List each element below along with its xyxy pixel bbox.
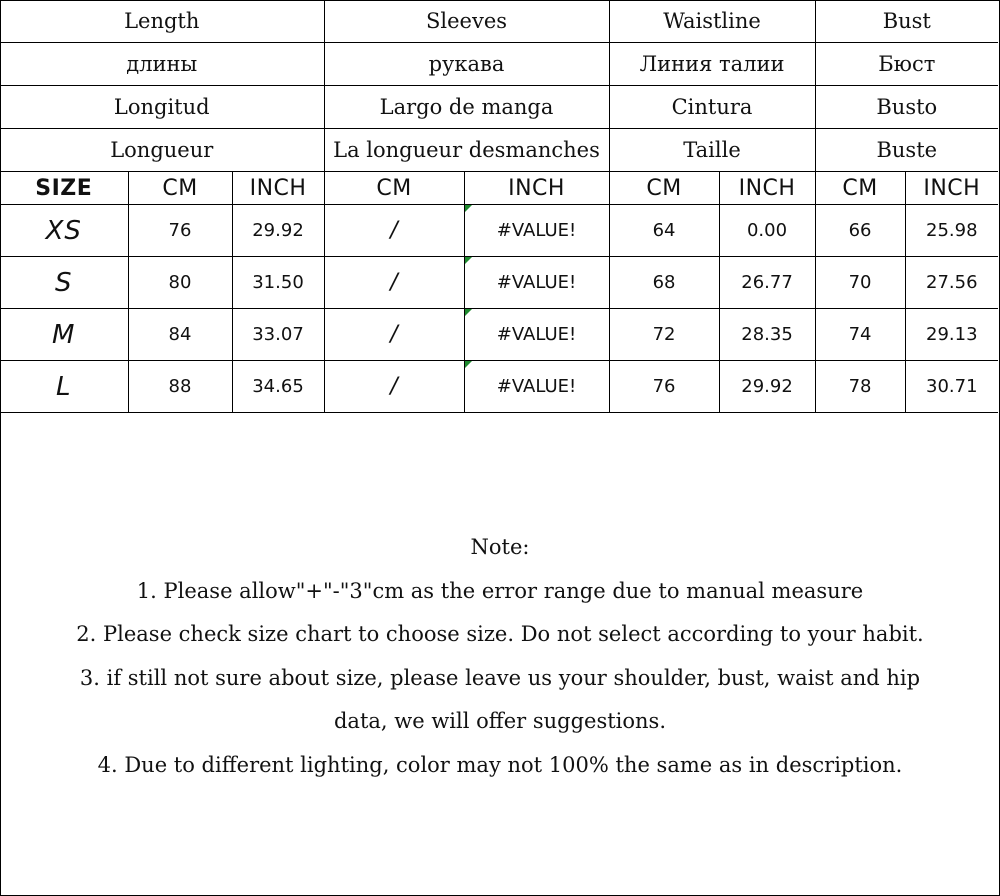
bust-header-es: Busto [815, 86, 998, 129]
waistline-inch-cell: 28.35 [719, 309, 815, 361]
bust-inch-cell: 29.13 [905, 309, 998, 361]
note-line: 2. Please check size chart to choose size. Do not select according to your habit. [76, 622, 924, 646]
waistline-header-ru: Линия талии [609, 43, 815, 86]
sleeves-inch-header: INCH [464, 172, 609, 205]
sleeves-header-fr: La longueur desmanches [324, 129, 609, 172]
bust-header: Bust [815, 0, 998, 43]
notes-section [0, 526, 1000, 787]
sleeves-header-es: Largo de manga [324, 86, 609, 129]
length-header-ru: длины [0, 43, 324, 86]
header-row-russian [0, 43, 998, 86]
size-label: L [0, 361, 128, 413]
size-label: XS [0, 205, 128, 257]
sleeves-cm-cell: / [324, 257, 464, 309]
bust-inch-cell: 27.56 [905, 257, 998, 309]
size-column-header: SIZE [0, 172, 128, 205]
bust-inch-cell: 30.71 [905, 361, 998, 413]
error-flag-icon [465, 361, 472, 368]
header-row-english [0, 0, 998, 43]
length-header-es: Longitud [0, 86, 324, 129]
cell-value: #VALUE! [496, 376, 577, 397]
waistline-inch-header: INCH [719, 172, 815, 205]
note-line: 1. Please allow"+"-"3"cm as the error range due to manual measure [136, 578, 864, 603]
sleeves-cm-cell: / [324, 309, 464, 361]
bust-cm-cell: 74 [815, 309, 905, 361]
sleeves-cm-cell: / [324, 205, 464, 257]
length-inch-header: INCH [232, 172, 324, 205]
waistline-header-fr: Taille [609, 129, 815, 172]
sleeves-cm-header: CM [324, 172, 464, 205]
waistline-inch-cell: 0.00 [719, 205, 815, 257]
sleeves-cm-cell: / [324, 361, 464, 413]
length-inch-cell: 34.65 [232, 361, 324, 413]
bust-header-fr: Buste [815, 129, 998, 172]
table-row [0, 361, 998, 413]
sleeves-inch-cell [464, 257, 609, 309]
notes-title: Note: [470, 535, 530, 559]
length-inch-cell: 33.07 [232, 309, 324, 361]
note-line: 3. if still not sure about size, please leave us your shoulder, bust, waist and hip [79, 665, 921, 690]
bust-cm-header: CM [815, 172, 905, 205]
sleeves-inch-cell [464, 361, 609, 413]
waistline-inch-cell: 26.77 [719, 257, 815, 309]
sleeves-inch-cell [464, 205, 609, 257]
table-row [0, 205, 998, 257]
length-cm-cell: 84 [128, 309, 232, 361]
table-row [0, 309, 998, 361]
header-row-spanish [0, 86, 998, 129]
waistline-header-es: Cintura [609, 86, 815, 129]
size-label: M [0, 309, 128, 361]
waistline-cm-cell: 72 [609, 309, 719, 361]
bust-cm-cell: 70 [815, 257, 905, 309]
note-line: data, we will offer suggestions. [333, 709, 667, 733]
error-flag-icon [465, 309, 472, 316]
cell-value: #VALUE! [496, 220, 577, 241]
error-flag-icon [465, 205, 472, 212]
sleeves-header: Sleeves [324, 0, 609, 43]
bust-cm-cell: 78 [815, 361, 905, 413]
cell-value: #VALUE! [496, 272, 577, 293]
sleeves-header-ru: рукава [324, 43, 609, 86]
cell-value: #VALUE! [496, 324, 577, 345]
length-cm-cell: 88 [128, 361, 232, 413]
bust-inch-header: INCH [905, 172, 998, 205]
length-header-fr: Longueur [0, 129, 324, 172]
bust-inch-cell: 25.98 [905, 205, 998, 257]
bust-cm-cell: 66 [815, 205, 905, 257]
note-line: 4. Due to different lighting, color may not 100% the same as in description. [97, 752, 903, 777]
waistline-inch-cell: 29.92 [719, 361, 815, 413]
size-chart-table [0, 0, 998, 413]
error-flag-icon [465, 257, 472, 264]
header-row-french [0, 129, 998, 172]
waistline-cm-cell: 64 [609, 205, 719, 257]
length-cm-cell: 76 [128, 205, 232, 257]
length-cm-header: CM [128, 172, 232, 205]
length-header: Length [0, 0, 324, 43]
waistline-cm-header: CM [609, 172, 719, 205]
unit-header-row [0, 172, 998, 205]
size-label: S [0, 257, 128, 309]
length-inch-cell: 29.92 [232, 205, 324, 257]
waistline-header: Waistline [609, 0, 815, 43]
waistline-cm-cell: 76 [609, 361, 719, 413]
sleeves-inch-cell [464, 309, 609, 361]
waistline-cm-cell: 68 [609, 257, 719, 309]
table-row [0, 257, 998, 309]
length-cm-cell: 80 [128, 257, 232, 309]
length-inch-cell: 31.50 [232, 257, 324, 309]
bust-header-ru: Бюст [815, 43, 998, 86]
